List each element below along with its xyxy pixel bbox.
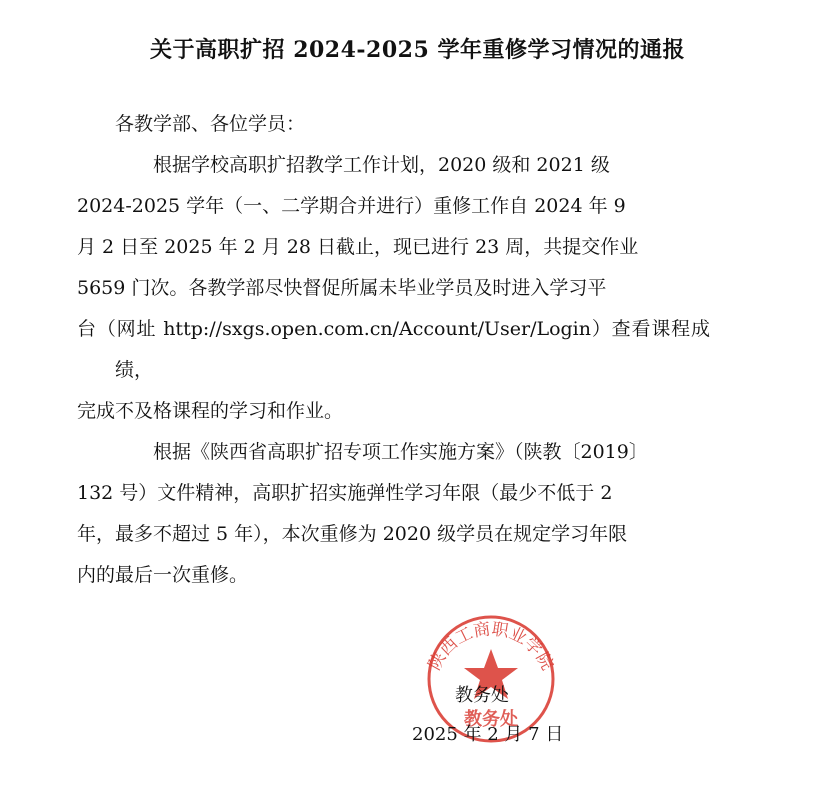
paragraph-2-line: 内的最后一次重修。 xyxy=(77,564,249,586)
paragraph-1-line: 台（网址 http://sxgs.open.com.cn/Account/User/Login）查看课程成绩， xyxy=(77,318,710,381)
issue-date: 2025 年 2 月 7 日 xyxy=(412,724,564,745)
paragraph-2 xyxy=(77,432,710,596)
paragraph-2-line: 132 号）文件精神，高职扩招实施弹性学习年限（最少不低于 2 xyxy=(77,482,613,504)
signature: 教务处 xyxy=(455,685,509,706)
paragraph-1-line: 根据学校高职扩招教学工作计划，2020 级和 2021 级 xyxy=(153,154,610,176)
paragraph-1-line: 完成不及格课程的学习和作业。 xyxy=(77,400,344,422)
paragraph-1 xyxy=(77,145,710,432)
paragraph-1-line: 月 2 日至 2025 年 2 月 28 日截止，现已进行 23 周，共提交作业 xyxy=(77,236,639,258)
paragraph-2-line: 根据《陕西省高职扩招专项工作实施方案》（陕教〔2019〕 xyxy=(153,441,648,463)
seal-outer-text: 陕西工商职业学院 xyxy=(424,619,558,674)
paragraph-1-line: 5659 门次。各教学部尽快督促所属未毕业学员及时进入学习平 xyxy=(77,277,607,299)
salutation: 各教学部、各位学员： xyxy=(115,113,306,135)
document-body xyxy=(77,104,710,596)
seal-inner-text: 教务处 xyxy=(464,709,518,730)
document-title: 关于高职扩招 2024-2025 学年重修学习情况的通报 xyxy=(150,37,685,63)
paragraph-1-line: 2024-2025 学年（一、二学期合并进行）重修工作自 2024 年 9 xyxy=(77,195,626,217)
paragraph-2-line: 年，最多不超过 5 年），本次重修为 2020 级学员在规定学习年限 xyxy=(77,523,628,545)
